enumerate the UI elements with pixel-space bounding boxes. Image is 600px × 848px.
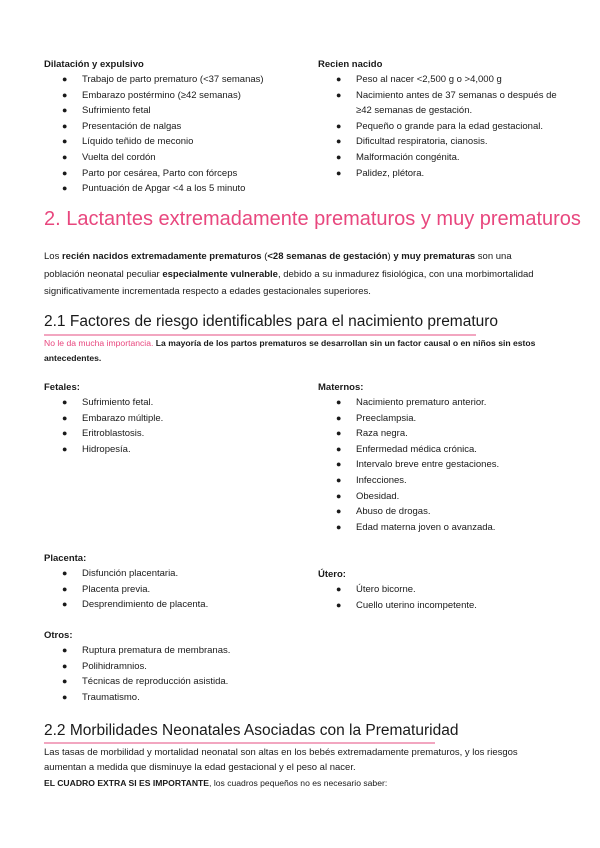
list-item-text: Trabajo de parto prematuro (<37 semanas) (82, 74, 264, 85)
bullet-icon: ● (62, 167, 68, 178)
list-item (44, 659, 304, 675)
list-item (318, 598, 563, 614)
bullet-icon: ● (62, 691, 68, 702)
section-label-recien-nacido: Recien nacido (318, 59, 383, 70)
bullet-icon: ● (62, 397, 68, 407)
list-item (318, 426, 563, 442)
list-item-text: Malformación congénita. (356, 151, 460, 163)
list-placenta (44, 566, 294, 613)
list-item-text: Peso al nacer <2,500 g o >4,000 g (356, 74, 502, 85)
list-item (44, 103, 294, 119)
list-item (44, 442, 294, 458)
bullet-icon: ● (336, 428, 342, 439)
section-2-heading: 2. Lactantes extremadamente prematuros y muy prematuros (44, 208, 581, 230)
bullet-icon: ● (62, 660, 68, 671)
list-item (44, 566, 294, 582)
list-item-text: Nacimiento antes de 37 semanas o después de ≥42 semanas de gestación. (356, 89, 557, 117)
list-item-text: Presentación de nalgas (82, 120, 182, 132)
list-item-text: Pequeño o grande para la edad gestacional. (356, 120, 543, 132)
bullet-icon: ● (62, 645, 68, 655)
bullet-icon: ● (336, 599, 342, 610)
list-item-text: Puntuación de Apgar <4 a los 5 minuto (82, 183, 246, 195)
list-fetales (44, 395, 294, 457)
bullet-icon: ● (336, 443, 342, 454)
label-fetales: Fetales: (44, 382, 80, 393)
list-dilatacion (44, 72, 294, 197)
list-item (318, 473, 563, 489)
list-item-text: Vuelta del cordón (82, 151, 156, 163)
list-item (44, 134, 294, 150)
bullet-icon: ● (336, 490, 342, 501)
list-item-text: Polihidramnios. (82, 660, 147, 672)
label-maternos: Maternos: (318, 382, 364, 393)
list-item-text: Placenta previa. (82, 583, 151, 595)
list-item (44, 582, 294, 598)
bullet-icon: ● (336, 89, 342, 100)
list-item (318, 88, 563, 119)
bullet-icon: ● (62, 183, 68, 194)
label-utero: Útero: (318, 569, 346, 580)
list-recien-nacido (318, 72, 563, 181)
bullet-icon: ● (336, 474, 342, 485)
heading-underline (44, 742, 435, 744)
bullet-icon: ● (336, 74, 342, 84)
list-item-text: Ruptura prematura de membranas. (82, 645, 231, 656)
list-item (44, 411, 294, 427)
bullet-icon: ● (62, 599, 68, 610)
list-item-text: Cuello uterino incompetente. (356, 599, 477, 611)
list-item (44, 643, 304, 659)
list-item-text: Embarazo múltiple. (82, 412, 164, 424)
list-item (44, 72, 294, 88)
list-item (318, 395, 563, 411)
section-2-1-heading: 2.1 Factores de riesgo identificables para el nacimiento prematuro (44, 313, 499, 330)
list-item (318, 504, 563, 520)
section-2-2-heading: 2.2 Morbilidades Neonatales Asociadas con la Prematuridad (44, 722, 459, 739)
list-item (318, 134, 563, 150)
label-otros: Otros: (44, 630, 73, 641)
section-2-paragraph: Los recién nacidos extremadamente prematuros (<28 semanas de gestación) y muy prematuras son una población neonatal peculiar especialmente vulnerable, debido a su inmadurez fisiológica, con una morbimortalidad significativamente incrementada respecto a edades gestacionales superiores. (44, 251, 534, 297)
bullet-icon: ● (62, 89, 68, 100)
section-2-2-note: EL CUADRO EXTRA SI ES IMPORTANTE, los cuadros pequeños no es necesario saber: (44, 778, 388, 788)
list-item-text: Edad materna joven o avanzada. (356, 521, 496, 533)
bullet-icon: ● (62, 568, 68, 578)
list-item (44, 119, 294, 135)
bullet-icon: ● (62, 105, 68, 116)
list-item-text: Raza negra. (356, 428, 408, 440)
list-item-text: Obesidad. (356, 490, 400, 502)
list-item (318, 489, 563, 505)
list-item-text: Técnicas de reproducción asistida. (82, 676, 229, 688)
list-item (318, 411, 563, 427)
list-item-text: Preeclampsia. (356, 412, 417, 424)
list-item-text: Enfermedad médica crónica. (356, 443, 477, 455)
list-item-text: Eritroblastosis. (82, 428, 145, 440)
list-item (318, 442, 563, 458)
list-item (318, 72, 563, 88)
list-item (44, 181, 294, 197)
list-item (44, 690, 304, 706)
list-item-text: Dificultad respiratoria, cianosis. (356, 136, 488, 148)
list-item (44, 166, 294, 182)
bullet-icon: ● (336, 412, 342, 423)
bullet-icon: ● (336, 151, 342, 162)
bullet-icon: ● (62, 676, 68, 687)
list-item (318, 520, 563, 536)
section-label-dilatacion: Dilatación y expulsivo (44, 59, 144, 70)
bullet-icon: ● (336, 136, 342, 147)
list-item (44, 150, 294, 166)
bullet-icon: ● (336, 397, 342, 407)
list-item-text: Parto por cesárea, Parto con fórceps (82, 167, 238, 179)
list-item-text: Embarazo postérmino (≥42 semanas) (82, 89, 241, 101)
list-item (318, 150, 563, 166)
bullet-icon: ● (336, 167, 342, 178)
bullet-icon: ● (336, 521, 342, 532)
bullet-icon: ● (62, 151, 68, 162)
list-item-text: Útero bicorne. (356, 584, 416, 595)
list-maternos (318, 395, 563, 535)
list-utero (318, 582, 563, 613)
list-item-text: Abuso de drogas. (356, 506, 431, 518)
bullet-icon: ● (336, 459, 342, 470)
bullet-icon: ● (62, 412, 68, 423)
bullet-icon: ● (336, 120, 342, 131)
list-item (44, 395, 294, 411)
label-placenta: Placenta: (44, 553, 87, 564)
bullet-icon: ● (62, 74, 68, 84)
list-item (44, 426, 294, 442)
list-item-text: Sufrimiento fetal. (82, 397, 154, 408)
list-item (44, 88, 294, 104)
bullet-icon: ● (336, 506, 342, 517)
list-item-text: Palidez, plétora. (356, 167, 425, 179)
list-item (44, 674, 304, 690)
list-item (318, 457, 563, 473)
list-item-text: Líquido teñido de meconio (82, 136, 194, 148)
list-item-text: Intervalo breve entre gestaciones. (356, 459, 500, 471)
list-item (318, 166, 563, 182)
bullet-icon: ● (62, 428, 68, 439)
bullet-icon: ● (62, 443, 68, 454)
bullet-icon: ● (62, 136, 68, 147)
list-item-text: Hidropesía. (82, 443, 131, 455)
bullet-icon: ● (62, 120, 68, 131)
list-item-text: Sufrimiento fetal (82, 105, 151, 117)
list-item (318, 582, 563, 598)
section-2-2-paragraph: Las tasas de morbilidad y mortalidad neonatal son altas en los bebés extremadamente prematuros, y los riesgos aumentan a medida que disminuye la edad gestacional y el peso al nacer. (44, 747, 518, 773)
bullet-icon: ● (336, 584, 342, 594)
list-item (318, 119, 563, 135)
list-item-text: Disfunción placentaria. (82, 568, 179, 579)
section-2-1-note: No le da mucha importancia. La mayoría de los partos prematuros se desarrollan sin un factor causal o en niños sin estos antecedentes. (44, 338, 536, 363)
list-item-text: Nacimiento prematuro anterior. (356, 397, 487, 408)
bullet-icon: ● (62, 583, 68, 594)
list-item-text: Infecciones. (356, 474, 407, 486)
list-item (44, 597, 294, 613)
list-otros (44, 643, 304, 705)
list-item-text: Desprendimiento de placenta. (82, 599, 209, 611)
list-item-text: Traumatismo. (82, 691, 140, 703)
